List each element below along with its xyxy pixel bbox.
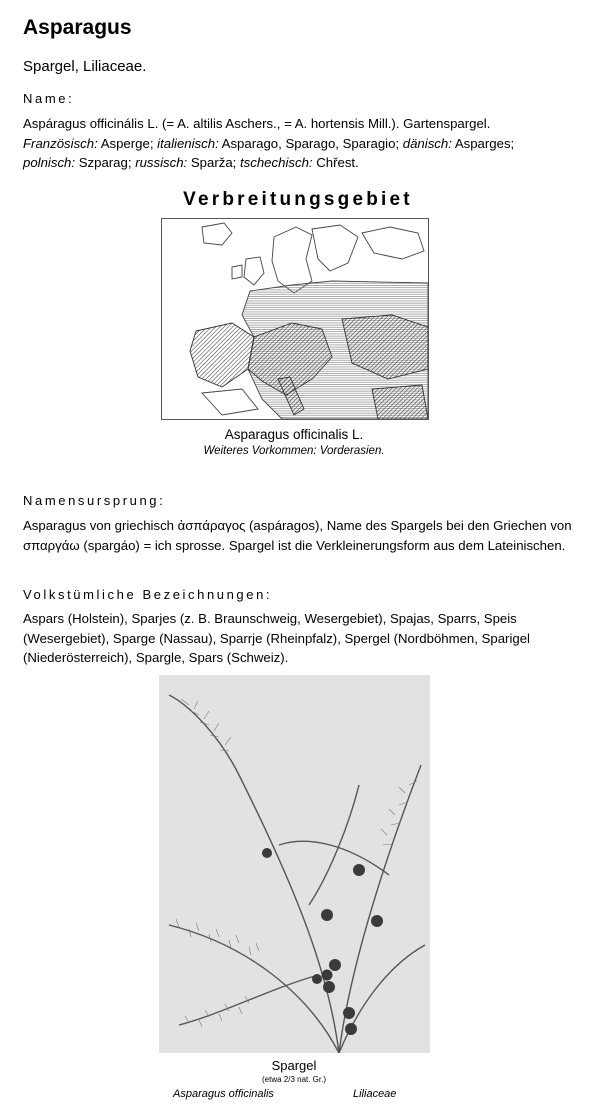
translation-list — [23, 136, 514, 171]
folk-names-heading: Volkstümliche Bezeichnungen: — [23, 587, 273, 602]
plate-family-name: Liliaceae — [353, 1088, 397, 1100]
plate-latin-name: Asparagus officinalis — [173, 1088, 274, 1100]
plate-caption: Spargel — [271, 1058, 317, 1073]
folk-names-paragraph: Aspars (Holstein), Sparjes (z. B. Braunschweig, Wesergebiet), Spajas, Sparrs, Speis (Wesergebiet), Sparge (Nassau), Sparrje (Rheinpfalz), Spergel (Nordböhmen, Sparigel (Niederösterreich), Spargle, Spars (Schweiz). — [23, 611, 530, 665]
translation-lang: Französisch: — [23, 135, 98, 151]
translation-lang: tschechisch: — [240, 155, 313, 170]
origin-heading: Namensursprung: — [23, 493, 166, 508]
asparagus-plant-icon — [159, 675, 430, 1053]
page-title: Asparagus — [23, 16, 132, 39]
translation-word: Asparago, Sparago, Sparagio; — [218, 135, 403, 151]
map-caption: Asparagus officinalis L. — [224, 427, 364, 442]
distribution-map — [161, 218, 429, 420]
plate-scale: (etwa 2/3 nat. Gr.) — [261, 1075, 327, 1084]
translation-word: Asperge; — [97, 135, 158, 151]
europe-map-icon — [162, 219, 428, 419]
map-title: Verbreitungsgebiet — [183, 189, 413, 210]
translation-word: Asparges; — [451, 135, 515, 151]
translation-word: Sparža; — [187, 155, 240, 170]
page-subtitle: Spargel, Liliaceae. — [23, 58, 147, 75]
map-note: Weiteres Vorkommen: Vorderasien. — [203, 445, 385, 457]
translation-lang: polnisch: — [23, 155, 76, 170]
translation-word: Chřest. — [312, 155, 359, 170]
plant-plate — [159, 675, 430, 1053]
botanical-name: Aspáragus officinális L. (= A. altilis Aschers., = A. hortensis Mill.). Gartenspargel. — [23, 116, 491, 131]
name-heading: Name: — [23, 91, 75, 106]
name-paragraph — [23, 114, 575, 173]
translation-word: Szparag; — [75, 155, 136, 170]
translation-lang: dänisch: — [402, 135, 452, 151]
translation-lang: russisch: — [135, 155, 188, 170]
translation-lang: italienisch: — [157, 135, 219, 151]
origin-paragraph: Asparagus von griechisch ἀσπάραγος (aspáragos), Name des Spargels bei den Griechen von σπαργάω (spargáo) = ich sprosse. Spargel ist die Verkleinerungsform aus dem Lateinischen. — [23, 518, 572, 553]
